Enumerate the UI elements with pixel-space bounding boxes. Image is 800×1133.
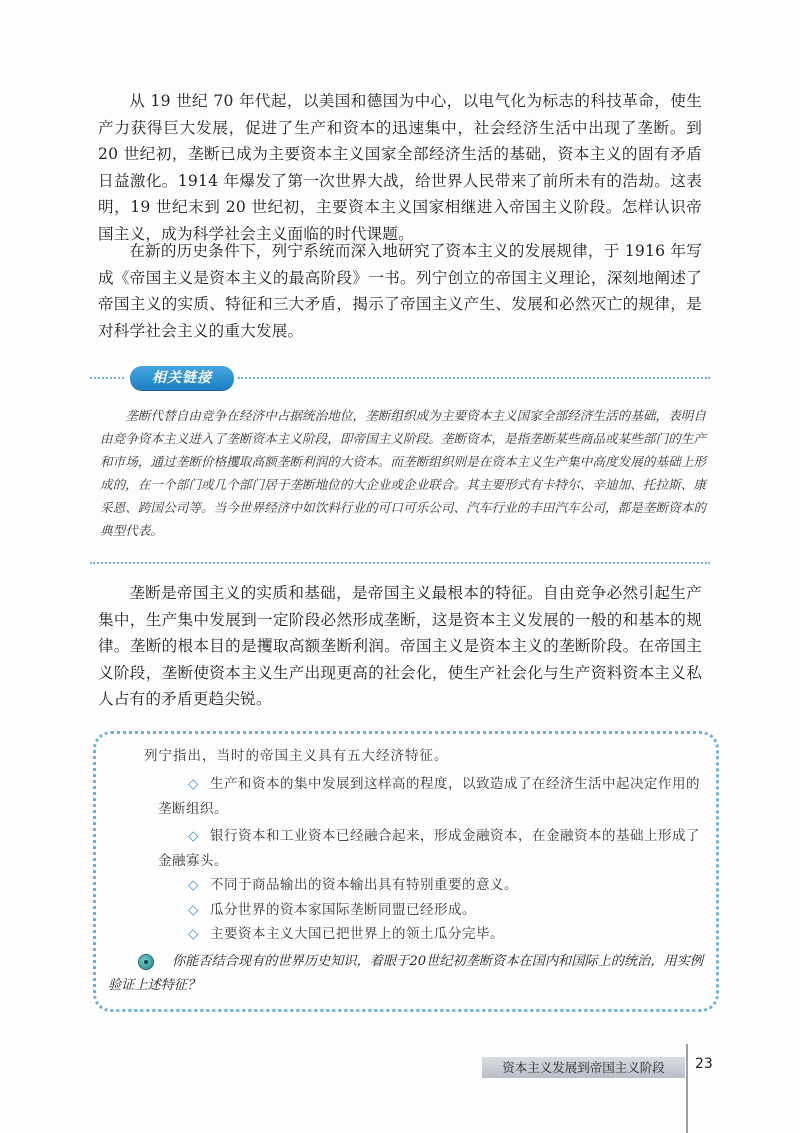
page-number: 23 — [695, 1056, 713, 1072]
paragraph-1: 从 19 世纪 70 年代起，以美国和德国为中心，以电气化为标志的科技革命，使生产力获得巨大发展，促进了生产和资本的迅速集中，社会经济生活中出现了垄断。到 20 世纪初，垄断已成为主要资本主义国家全部经济生活的基础，资本主义的固有矛盾日益激化。1914 年爆发了第一次世界大战，给世界人民带来了前所未有的浩劫。这表明，19 世纪末到 20 世纪初，主要资本主义国家相继进入帝国主义阶段。怎样认识帝国主义，成为科学社会主义面临的时代课题。 — [98, 92, 702, 243]
paragraph-3: 垄断是帝国主义的实质和基础，是帝国主义最根本的特征。自由竞争必然引起生产集中，生产集中发展到一定阶段必然形成垄断，这是资本主义发展的一般的和基本的规律。垄断的根本目的是攫取高额垄断利润。帝国主义是资本主义的垄断阶段。在帝国主义阶段，垄断使资本主义生产出现更高的社会化，使生产社会化与生产资料资本主义私人占有的矛盾更趋尖锐。 — [98, 584, 702, 708]
diamond-bullet-icon: ◇ — [188, 828, 199, 844]
feature-item-text: 银行资本和工业资本已经融合起来，形成金融资本，在金融资本的基础上形成了金融寡头。 — [158, 828, 700, 869]
discussion-question: 你能否结合现有的世界历史知识，着眼于20世纪初垄断资本在国内和国际上的统治，用实例验证上述特征？ — [108, 954, 704, 993]
feature-box-intro: 列宁指出，当时的帝国主义具有五大经济特征。 — [144, 748, 449, 764]
related-link-badge — [130, 366, 234, 390]
chapter-footer — [482, 1057, 685, 1078]
diamond-bullet-icon: ◇ — [188, 776, 199, 792]
paragraph-2: 在新的历史条件下，列宁系统而深入地研究了资本主义的发展规律，于 1916 年写成《帝国主义是资本主义的最高阶段》一书。列宁创立的帝国主义理论，深刻地阐述了帝国主义的实质、特征和三大矛盾，揭示了帝国主义产生、发展和必然灭亡的规律，是对科学社会主义的重大发展。 — [98, 242, 702, 340]
related-link-header — [90, 364, 710, 392]
feature-item — [158, 772, 708, 822]
feature-item-text: 生产和资本的集中发展到这样高的程度，以致造成了在经济生活中起决定作用的垄断组织。 — [158, 776, 700, 817]
feature-item-text: 不同于商品输出的资本输出具有特别重要的意义。 — [210, 877, 518, 893]
feature-item-text: 瓜分世界的资本家国际垄断同盟已经形成。 — [210, 902, 476, 918]
feature-item — [158, 873, 708, 898]
dotted-divider-bottom — [90, 562, 710, 564]
dotted-divider — [90, 377, 124, 379]
footer-divider — [686, 1044, 688, 1133]
dotted-divider — [238, 377, 710, 379]
diamond-bullet-icon: ◇ — [188, 926, 199, 942]
diamond-bullet-icon: ◇ — [188, 877, 199, 893]
chapter-title: 资本主义发展到帝国主义阶段 — [502, 1060, 665, 1075]
related-link-text: 垄断代替自由竞争在经济中占据统治地位，垄断组织成为主要资本主义国家全部经济生活的基础，表明自由竞争资本主义进入了垄断资本主义阶段，即帝国主义阶段。垄断资本，是指垄断某些商品或某些部门的生产和市场，通过垄断价格攫取高额垄断利润的大资本。而垄断组织则是在资本主义生产集中高度发展的基础上形成的，在一个部门或几个部门居于垄断地位的大企业或企业联合。其主要形式有卡特尔、辛迪加、托拉斯、康采恩、跨国公司等。当今世界经济中如饮料行业的可口可乐公司、汽车行业的丰田汽车公司，都是垄断资本的典型代表。 — [100, 408, 706, 538]
feature-item — [158, 922, 708, 947]
related-link-badge-label: 相关链接 — [152, 370, 212, 386]
feature-item — [158, 898, 708, 923]
feature-item-text: 主要资本主义大国已把世界上的领土瓜分完毕。 — [210, 926, 504, 942]
feature-item — [158, 824, 708, 874]
diamond-bullet-icon: ◇ — [188, 902, 199, 918]
